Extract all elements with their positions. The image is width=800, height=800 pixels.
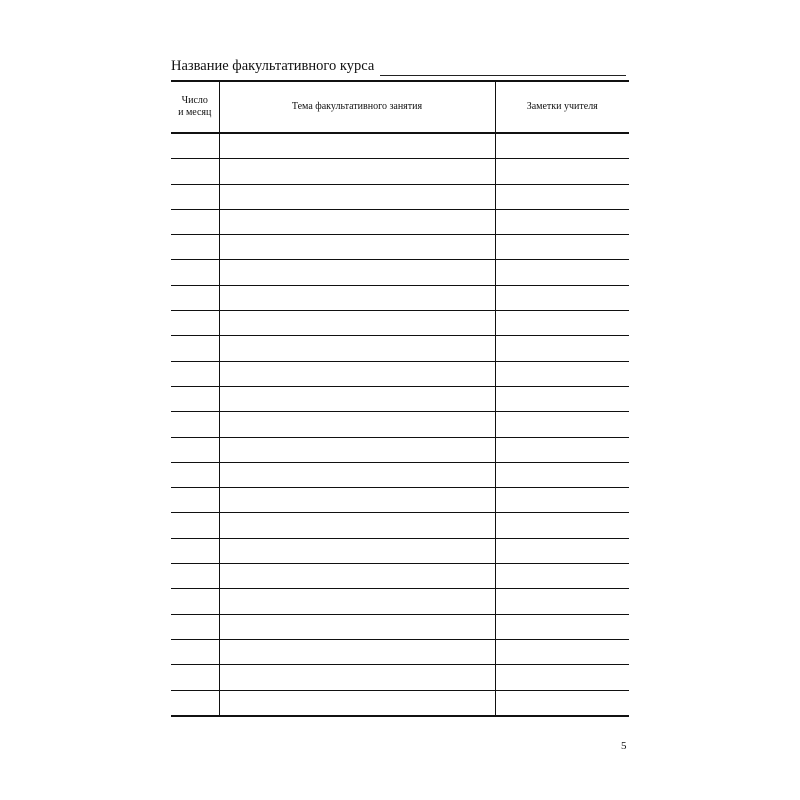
cell-notes [495,639,629,664]
cell-notes [495,462,629,487]
cell-notes [495,386,629,411]
cell-notes [495,538,629,563]
cell-date [171,209,219,234]
cell-topic [219,285,495,310]
table-row [171,639,629,664]
table-row [171,538,629,563]
cell-date [171,235,219,260]
table-row [171,285,629,310]
cell-notes [495,513,629,538]
cell-date [171,513,219,538]
cell-topic [219,513,495,538]
cell-topic [219,564,495,589]
table-row [171,564,629,589]
cell-topic [219,386,495,411]
cell-notes [495,488,629,513]
cell-topic [219,133,495,159]
page-number: 5 [621,740,627,752]
cell-notes [495,159,629,184]
cell-notes [495,614,629,639]
cell-topic [219,184,495,209]
cell-notes [495,690,629,716]
cell-notes [495,184,629,209]
course-name-label: Название факультативного курса [171,58,375,74]
cell-date [171,437,219,462]
cell-date [171,639,219,664]
table-row [171,133,629,159]
cell-notes [495,311,629,336]
table-row [171,159,629,184]
journal-table [171,80,629,717]
table-row [171,412,629,437]
table-row [171,513,629,538]
cell-topic [219,159,495,184]
cell-topic [219,614,495,639]
cell-date [171,260,219,285]
table-row [171,488,629,513]
cell-topic [219,361,495,386]
cell-notes [495,564,629,589]
cell-date [171,488,219,513]
table-row [171,336,629,361]
cell-date [171,614,219,639]
cell-topic [219,437,495,462]
cell-topic [219,639,495,664]
table-header-row [171,81,629,133]
cell-topic [219,260,495,285]
cell-date [171,564,219,589]
cell-topic [219,336,495,361]
cell-date [171,184,219,209]
cell-topic [219,538,495,563]
cell-topic [219,412,495,437]
cell-notes [495,361,629,386]
table-row [171,209,629,234]
table-row [171,386,629,411]
cell-date [171,665,219,690]
header-topic [219,81,495,133]
cell-date [171,361,219,386]
header-date-label: Число и месяц [178,95,212,118]
cell-date [171,538,219,563]
cell-notes [495,437,629,462]
header-notes-label: Заметки учителя [526,101,598,112]
table-row [171,589,629,614]
cell-date [171,336,219,361]
header-topic-label: Тема факультативного занятия [291,101,423,112]
cell-date [171,159,219,184]
table-row [171,184,629,209]
cell-topic [219,209,495,234]
table-row [171,614,629,639]
table-row [171,361,629,386]
cell-notes [495,209,629,234]
header-notes [495,81,629,133]
cell-date [171,285,219,310]
cell-notes [495,285,629,310]
course-name-line [171,56,626,76]
cell-notes [495,260,629,285]
table-row [171,311,629,336]
cell-date [171,462,219,487]
course-name-blank [380,61,626,76]
cell-notes [495,589,629,614]
table-row [171,462,629,487]
journal-body [171,133,629,716]
cell-notes [495,665,629,690]
cell-date [171,386,219,411]
table-row [171,690,629,716]
cell-notes [495,235,629,260]
table-row [171,235,629,260]
cell-date [171,589,219,614]
cell-notes [495,133,629,159]
table-row [171,437,629,462]
cell-topic [219,488,495,513]
cell-date [171,412,219,437]
cell-date [171,133,219,159]
cell-topic [219,311,495,336]
cell-notes [495,336,629,361]
table-row [171,665,629,690]
cell-topic [219,235,495,260]
cell-topic [219,690,495,716]
cell-topic [219,665,495,690]
cell-notes [495,412,629,437]
cell-date [171,690,219,716]
cell-topic [219,462,495,487]
cell-topic [219,589,495,614]
table-row [171,260,629,285]
cell-date [171,311,219,336]
header-date [171,81,219,133]
